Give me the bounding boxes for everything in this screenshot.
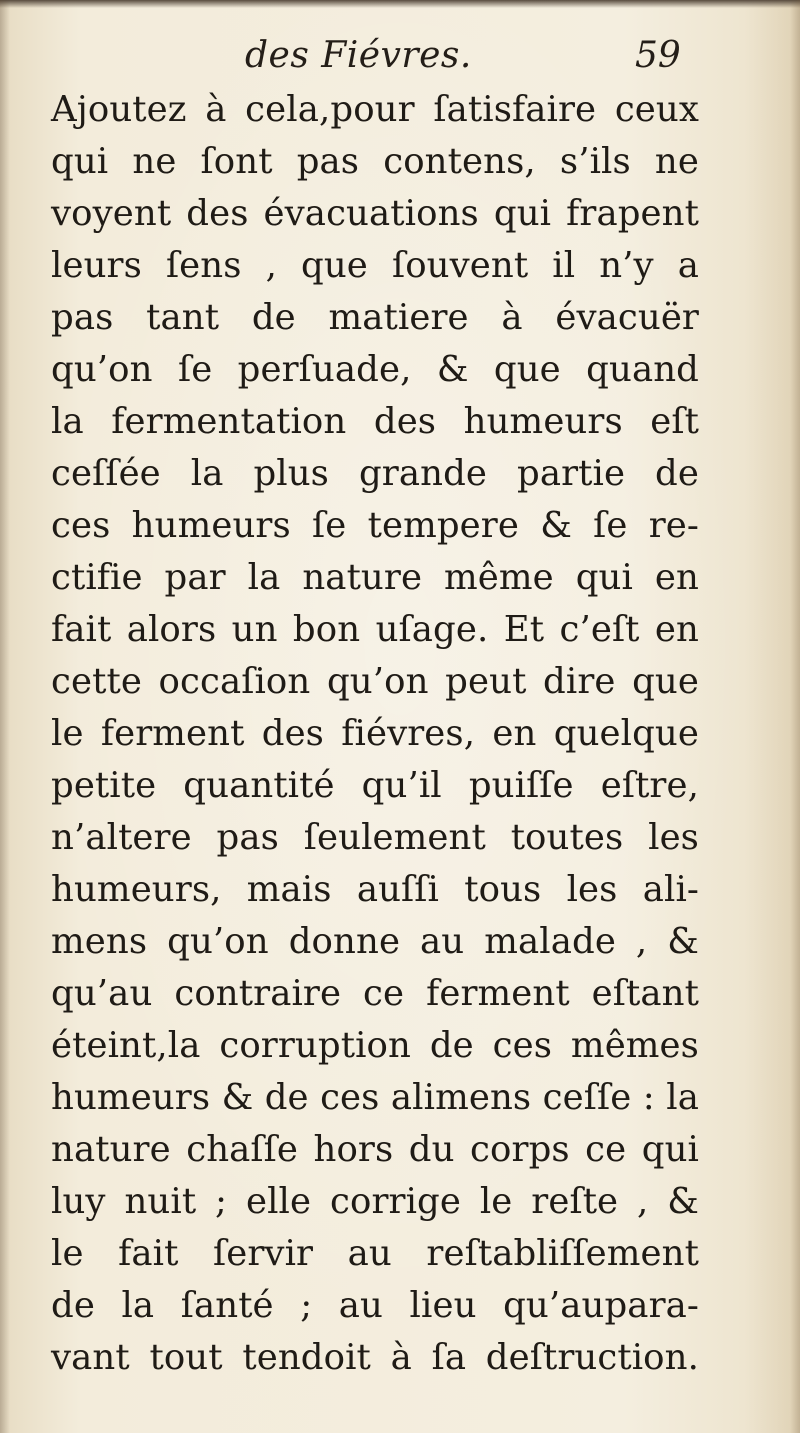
text-line: vant tout tendoit à ſa deſtruction.: [51, 1337, 699, 1378]
text-line: ces humeurs ſe tempere & ſe re-: [51, 505, 699, 546]
text-line: mens qu’on donne au malade , &: [51, 921, 699, 962]
text-line: n’altere pas ſeulement toutes les: [51, 817, 699, 858]
text-line: le fait ſervir au reſtabliſſement: [51, 1233, 699, 1274]
text-line: petite quantité qu’il puiſſe eſtre,: [51, 765, 699, 806]
text-line: leurs ſens , que ſouvent il n’y a: [51, 245, 699, 286]
text-line: cette occaſion qu’on peut dire que: [51, 661, 699, 702]
text-line: ceſſée la plus grande partie de: [51, 453, 699, 494]
page-right-shadow: [790, 0, 800, 1433]
text-line: de la ſanté ; au lieu qu’aupara-: [51, 1285, 699, 1326]
text-line: luy nuit ; elle corrige le reſte , &: [51, 1181, 699, 1222]
running-title: des Fiévres.: [245, 35, 472, 76]
text-line: nature chaſſe hors du corps ce qui: [51, 1129, 699, 1170]
text-line: voyent des évacuations qui frapent: [51, 193, 699, 234]
page-left-shadow: [0, 0, 10, 1433]
text-line: la fermentation des humeurs eſt: [51, 401, 699, 442]
text-line: ctifie par la nature même qui en: [51, 557, 699, 598]
text-line: humeurs, mais auſſi tous les ali-: [51, 869, 699, 910]
page-top-shadow: [0, 0, 800, 8]
text-line: humeurs & de ces alimens ceſſe : la: [51, 1077, 699, 1118]
page-number: 59: [635, 35, 681, 76]
text-line: éteint,la corruption de ces mêmes: [51, 1025, 699, 1066]
text-line: le ferment des fiévres, en quelque: [51, 713, 699, 754]
text-line: fait alors un bon uſage. Et c’eſt en: [51, 609, 699, 650]
running-head: [0, 34, 800, 86]
text-line: qu’on ſe perſuade, & que quand: [51, 349, 699, 390]
text-line: Ajoutez à cela,pour ſatisfaire ceux: [51, 89, 699, 130]
text-line: pas tant de matiere à évacuër: [51, 297, 699, 338]
body-text: [51, 84, 701, 1384]
text-line: qu’au contraire ce ferment eſtant: [51, 973, 699, 1014]
text-line: qui ne ſont pas contens, s’ils ne: [51, 141, 699, 182]
